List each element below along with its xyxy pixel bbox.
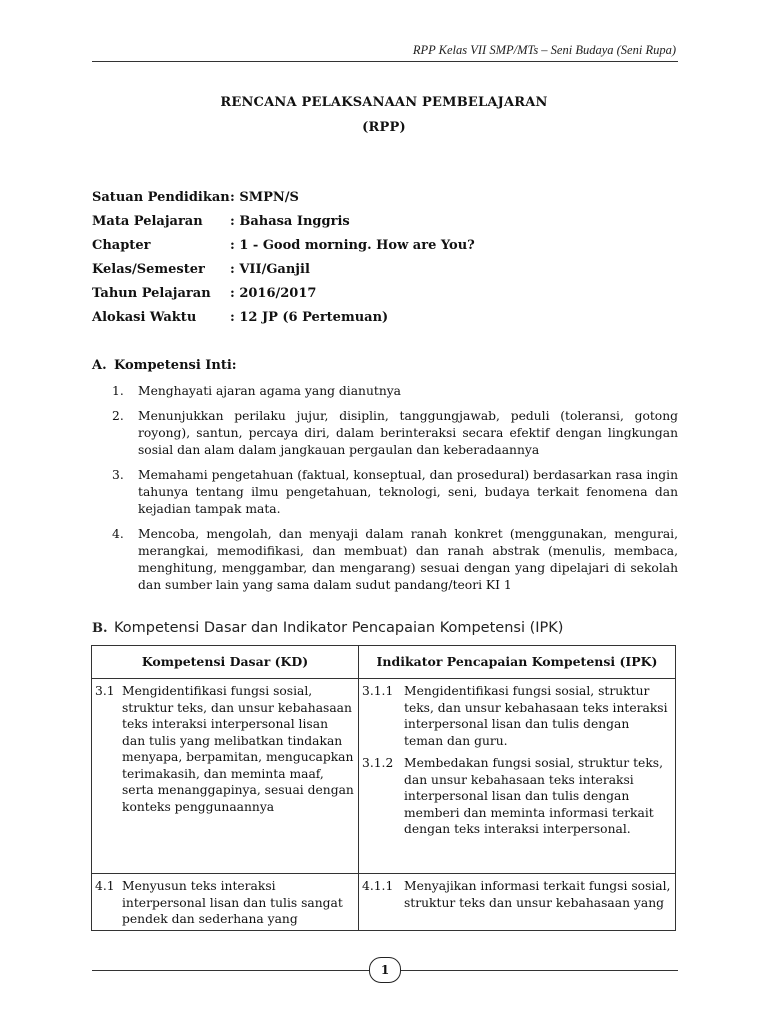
list-text: Mencoba, mengolah, dan menyaji dalam ranah konkret (menggunakan, mengurai, merangkai, memodifikasi, dan membuat) dan ranah abstrak (menulis, membaca, menghitung, menggambar, dan mengarang) sesuai dengan yang dipelajari di sekolah dan sumber lain yang sama dalam sudut pandang/teori KI 1 bbox=[138, 527, 678, 592]
table-header-row bbox=[92, 646, 676, 679]
identity-row bbox=[92, 262, 475, 286]
ipk-code: 4.1.1 bbox=[362, 879, 394, 893]
kd-code: 4.1 bbox=[95, 879, 115, 893]
identity-value: : 1 - Good morning. How are You? bbox=[230, 238, 475, 253]
ipk-entry bbox=[362, 755, 672, 838]
identity-row bbox=[92, 286, 475, 310]
list-item bbox=[112, 408, 678, 459]
ipk-text: Mengidentifikasi fungsi sosial, struktur teks, dan unsur kebahasaan teks interaksi interpersonal lisan dan tulis dengan teman dan guru. bbox=[404, 684, 668, 748]
document-subtitle: (RPP) bbox=[362, 120, 406, 135]
list-item bbox=[112, 467, 678, 518]
list-number: 4. bbox=[112, 527, 124, 541]
identity-label: Mata Pelajaran bbox=[92, 214, 203, 229]
identity-row bbox=[92, 310, 475, 334]
column-header-kd: Kompetensi Dasar (KD) bbox=[92, 646, 359, 679]
ipk-cell bbox=[359, 679, 676, 874]
ipk-entry bbox=[362, 683, 672, 749]
kd-code: 3.1 bbox=[95, 684, 115, 698]
list-text: Menunjukkan perilaku jujur, disiplin, tanggungjawab, peduli (toleransi, gotong royong), santun, percaya diri, dalam berinteraksi secara efektif dengan lingkungan sosial dan alam dalam jangkauan pergaulan dan keberadaannya bbox=[138, 409, 678, 457]
ipk-code: 3.1.2 bbox=[362, 756, 394, 770]
section-b-heading bbox=[92, 620, 563, 636]
identity-value: : SMPN/S bbox=[230, 190, 299, 205]
identity-value: : 2016/2017 bbox=[230, 286, 317, 301]
kd-text: Mengidentifikasi fungsi sosial, struktur teks, dan unsur kebahasaan teks interaksi interpersonal lisan dan tulis yang melibatkan tindakan menyapa, berpamitan, mengucapkan terimakasih, dan meminta maaf, serta menanggapinya, sesuai dengan konteks penggunaannya bbox=[122, 684, 354, 814]
page-footer bbox=[92, 963, 678, 977]
section-letter: B. bbox=[92, 621, 108, 636]
kd-ipk-table bbox=[91, 645, 676, 931]
identity-label: Kelas/Semester bbox=[92, 262, 205, 277]
kd-text: Menyusun teks interaksi interpersonal lisan dan tulis sangat pendek dan sederhana yang bbox=[122, 879, 343, 926]
identity-block bbox=[92, 190, 475, 334]
section-letter: A. bbox=[92, 358, 107, 373]
identity-label: Alokasi Waktu bbox=[92, 310, 197, 325]
page-number: 1 bbox=[369, 957, 401, 983]
ipk-code: 3.1.1 bbox=[362, 684, 394, 698]
ipk-entry bbox=[362, 878, 672, 911]
identity-row bbox=[92, 214, 475, 238]
identity-value: : 12 JP (6 Pertemuan) bbox=[230, 310, 389, 325]
kd-entry bbox=[95, 683, 355, 815]
header-rule bbox=[92, 61, 678, 62]
ipk-cell bbox=[359, 874, 676, 931]
identity-label: Chapter bbox=[92, 238, 151, 253]
kd-cell bbox=[92, 679, 359, 874]
table-row bbox=[92, 874, 676, 931]
section-title: Kompetensi Dasar dan Indikator Pencapaian Kompetensi (IPK) bbox=[114, 620, 564, 636]
column-header-ipk: Indikator Pencapaian Kompetensi (IPK) bbox=[359, 646, 676, 679]
list-text: Menghayati ajaran agama yang dianutnya bbox=[138, 384, 402, 398]
list-text: Memahami pengetahuan (faktual, konseptual, dan prosedural) berdasarkan rasa ingin tahunya tentang ilmu pengetahuan, teknologi, seni, budaya terkait fenomena dan kejadian tampak mata. bbox=[138, 468, 678, 516]
kd-entry bbox=[95, 878, 355, 926]
list-number: 3. bbox=[112, 468, 124, 482]
identity-label: Satuan Pendidikan bbox=[92, 190, 230, 205]
kompetensi-inti-list bbox=[112, 383, 678, 602]
list-number: 1. bbox=[112, 384, 124, 398]
identity-value: : Bahasa Inggris bbox=[230, 214, 350, 229]
running-header: RPP Kelas VII SMP/MTs – Seni Budaya (Seni Rupa) bbox=[412, 43, 676, 57]
list-number: 2. bbox=[112, 409, 124, 423]
identity-label: Tahun Pelajaran bbox=[92, 286, 211, 301]
identity-value: : VII/Ganjil bbox=[230, 262, 310, 277]
table-row bbox=[92, 679, 676, 874]
kd-cell bbox=[92, 874, 359, 931]
ipk-text: Membedakan fungsi sosial, struktur teks, dan unsur kebahasaan teks interaksi interpersonal lisan dan tulis dengan memberi dan meminta informasi terkait dengan teks interaksi interpersonal. bbox=[404, 756, 663, 836]
section-title: Kompetensi Inti: bbox=[114, 358, 237, 373]
ipk-text: Menyajikan informasi terkait fungsi sosial, struktur teks dan unsur kebahasaan yang bbox=[404, 879, 671, 910]
identity-row bbox=[92, 190, 475, 214]
document-title: RENCANA PELAKSANAAN PEMBELAJARAN bbox=[220, 95, 548, 110]
section-a-heading bbox=[92, 358, 237, 373]
list-item bbox=[112, 383, 678, 400]
identity-row bbox=[92, 238, 475, 262]
list-item bbox=[112, 526, 678, 594]
